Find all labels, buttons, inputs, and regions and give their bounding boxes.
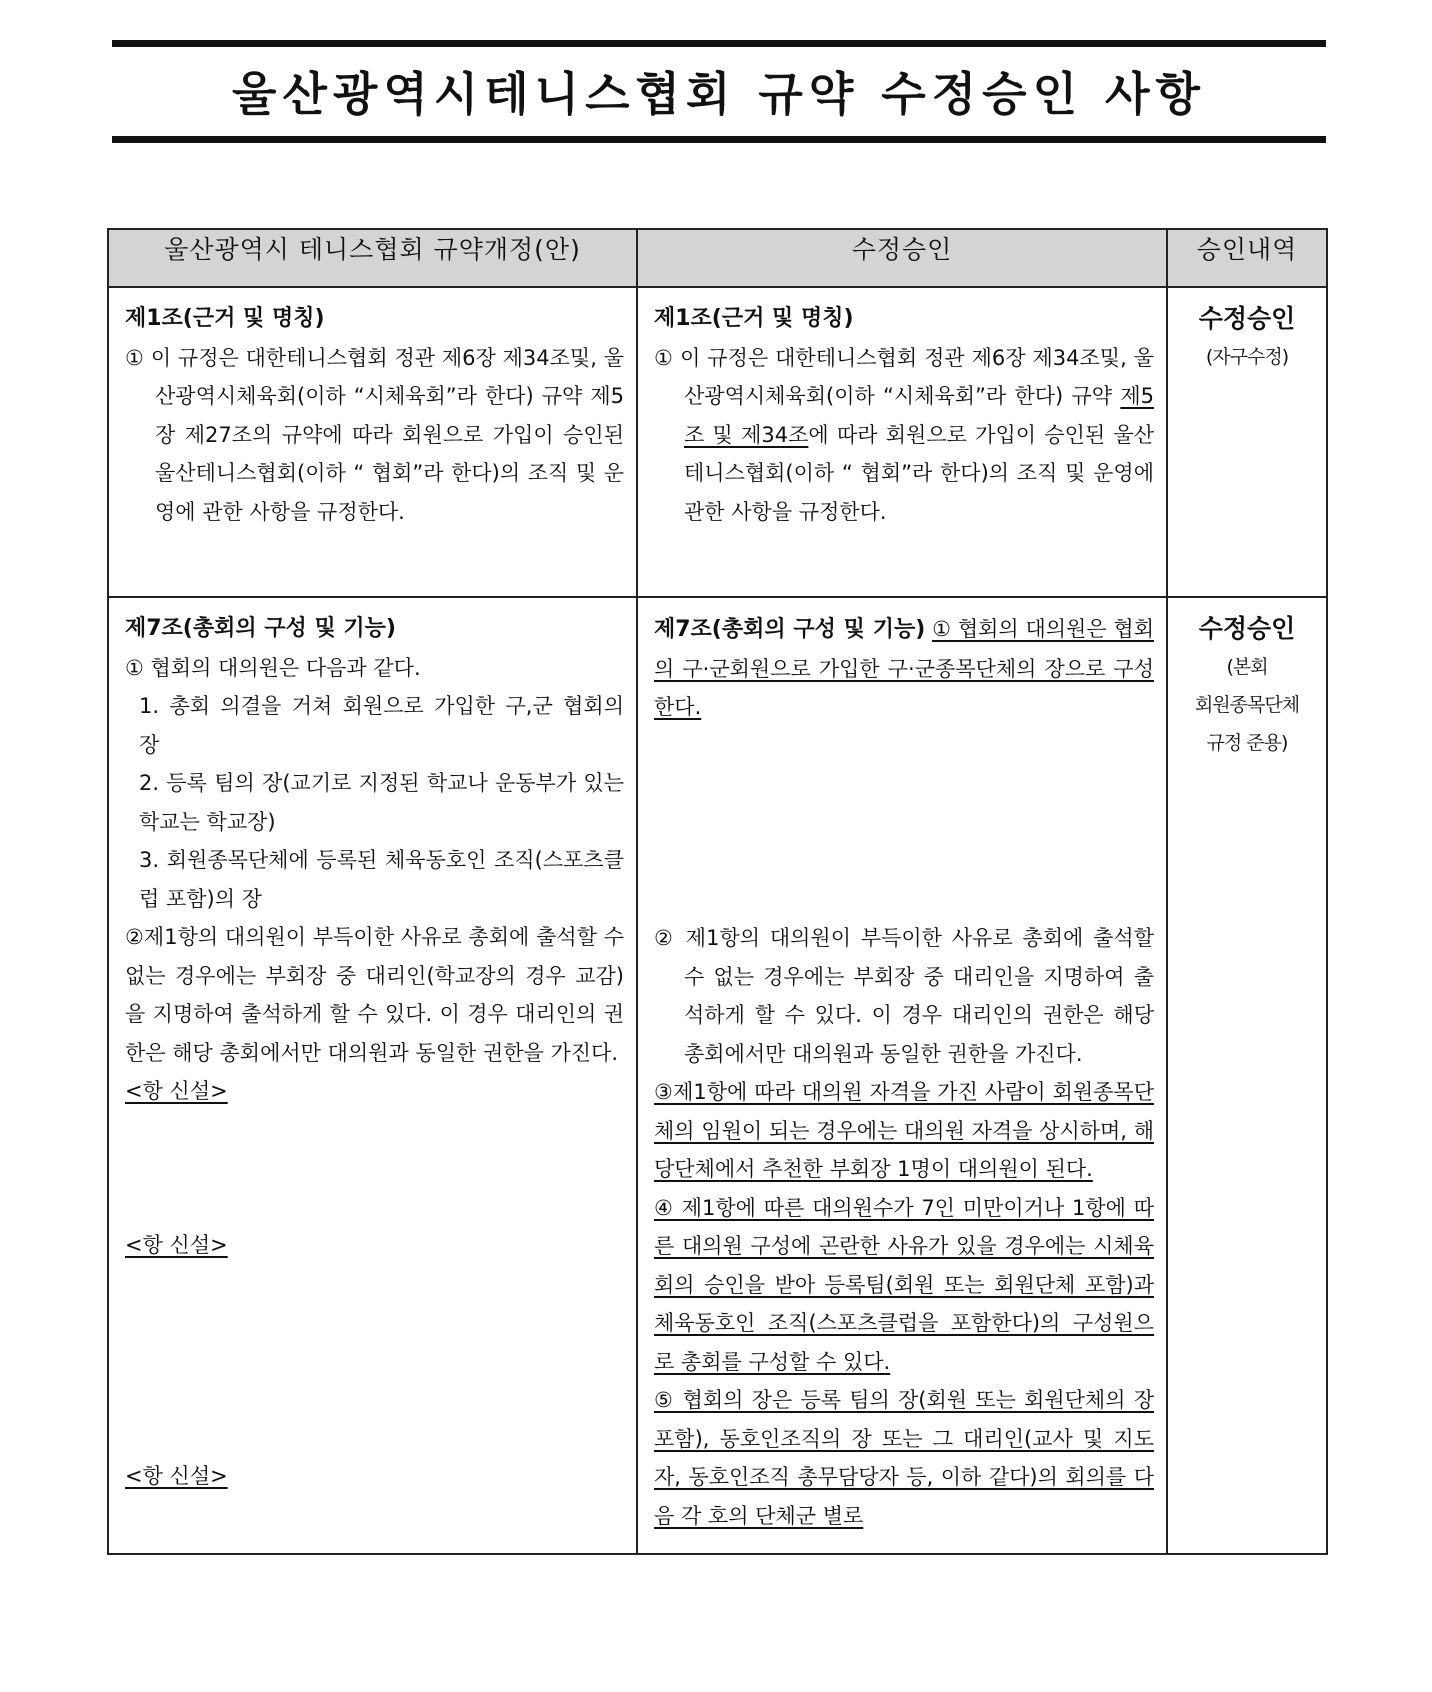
revised-clause-3: ③제1항에 따라 대의원 자격을 가진 사람이 회원종목단체의 임원이 되는 경우에는 대의원 자격을 상시하며, 해당단체에서 추천한 부회장 1명이 대의원이 된다. <box>654 1080 1154 1181</box>
header-approval: 승인내역 <box>1167 229 1327 287</box>
draft-cell-article-1 <box>108 287 637 597</box>
revised-para-1 <box>654 339 1154 532</box>
draft-new-clause-4: <항 신설> <box>125 1233 228 1257</box>
document-title: 울산광역시테니스협회 규약 수정승인 사항 <box>232 67 1206 121</box>
approval-note-line-3: 규정 준용) <box>1206 732 1288 754</box>
draft-item-1: 1. 총회 의결을 거쳐 회원으로 가입한 구,군 협회의 장 <box>139 694 624 757</box>
revised-heading-article-1: 제1조(근거 및 명칭) <box>654 306 854 331</box>
revised-clause-4: ④ 제1항에 따른 대의원수가 7인 미만이거나 1항에 따른 대의원 구성에 곤란한 사유가 있을 경우에는 시체육회의 승인을 받아 등록팀(회원 또는 회원단체 포함)과 체육동호인 조직(스포츠클럽을 포함한다)의 구성원으로 총회를 구성할 수 있다. <box>654 1195 1154 1374</box>
title-top-rule <box>112 40 1326 47</box>
draft-item-2: 2. 등록 팀의 장(교기로 지정된 학교나 운동부가 있는 학교는 학교장) <box>139 771 624 834</box>
draft-clause-2: ②제1항의 대의원이 부득이한 사유로 총회에 출석할 수 없는 경우에는 부회장 중 대리인(학교장의 경우 교감)을 지명하여 출석하게 할 수 있다. 이 경우 대리인의 권한은 해당 총회에서만 대의원과 동일한 권한을 가진다. <box>125 925 624 1065</box>
draft-clause-1: ① 협회의 대의원은 다음과 같다. <box>125 655 421 680</box>
draft-item-3: 3. 회원종목단체에 등록된 체육동호인 조직(스포츠클럽 포함)의 장 <box>139 848 624 911</box>
draft-new-clause-5: <항 신설> <box>125 1464 228 1488</box>
approval-note-line-1: (본회 <box>1226 656 1268 678</box>
approval-note-article-1: (자구수정) <box>1205 346 1289 368</box>
approval-note-line-2: 회원종목단체 <box>1194 694 1300 716</box>
draft-new-clause-3: <항 신설> <box>125 1079 228 1103</box>
approval-status-article-1: 수정승인 <box>1198 304 1296 333</box>
title-bottom-rule <box>112 136 1326 143</box>
approval-status-article-7: 수정승인 <box>1198 614 1296 643</box>
revised-para-1-post: 에 따라 회원으로 가입이 승인된 울산테니스협회(이하 “ 협회”라 한다)의 조직 및 운영에 관한 사항을 규정한다. <box>684 422 1154 524</box>
draft-heading-article-1: 제1조(근거 및 명칭) <box>125 306 325 331</box>
draft-cell-article-7 <box>108 597 637 1554</box>
revised-clause-2: ② 제1항의 대의원이 부득이한 사유로 총회에 출석할 수 없는 경우에는 부회장 중 대리인을 지명하여 출석하게 할 수 있다. 이 경우 대리인의 권한은 해당 총회에서만 대의원과 동일한 권한을 가진다. <box>654 926 1154 1066</box>
revised-heading-article-7: 제7조(총회의 구성 및 기능) <box>654 617 926 642</box>
draft-para-1: ① 이 규정은 대한테니스협회 정관 제6장 제34조및, 울산광역시체육회(이하 “시체육회”라 한다) 규약 제5장 제27조의 규약에 따라 회원으로 가입이 승인된 울산테니스협회(이하 “ 협회”라 한다)의 조직 및 운영에 관한 사항을 규정한다. <box>125 345 624 524</box>
approval-cell-article-7 <box>1167 597 1327 1554</box>
draft-heading-article-7: 제7조(총회의 구성 및 기능) <box>125 616 396 641</box>
table-row-article-7 <box>108 597 1327 1554</box>
table-header-row <box>108 229 1327 287</box>
revised-para-1-underlined: 제5조 및 제34조 <box>684 384 1154 447</box>
approval-cell-article-1 <box>1167 287 1327 597</box>
revised-para-1-pre: ① 이 규정은 대한테니스협회 정관 제6장 제34조및, 울산광역시체육회(이하 “시체육회”라 한다) 규약 <box>654 345 1154 408</box>
revised-cell-article-7 <box>637 597 1167 1554</box>
header-draft: 울산광역시 테니스협회 규약개정(안) <box>108 229 637 287</box>
revised-cell-article-1 <box>637 287 1167 597</box>
revised-clause-5: ⑤ 협회의 장은 등록 팀의 장(회원 또는 회원단체의 장 포함), 동호인조직의 장 또는 그 대리인(교사 및 지도자, 동호인조직 총무담당자 등, 이하 같다)의 회의를 다음 각 호의 단체군 별로 <box>654 1388 1154 1528</box>
table-row-article-1 <box>108 287 1327 597</box>
amendment-table <box>107 228 1328 1555</box>
revised-clause-1: ① 협회의 대의원은 협회의 구·군회원으로 가입한 구·군종목단체의 장으로 구성한다. <box>654 617 1154 719</box>
header-revised: 수정승인 <box>637 229 1167 287</box>
